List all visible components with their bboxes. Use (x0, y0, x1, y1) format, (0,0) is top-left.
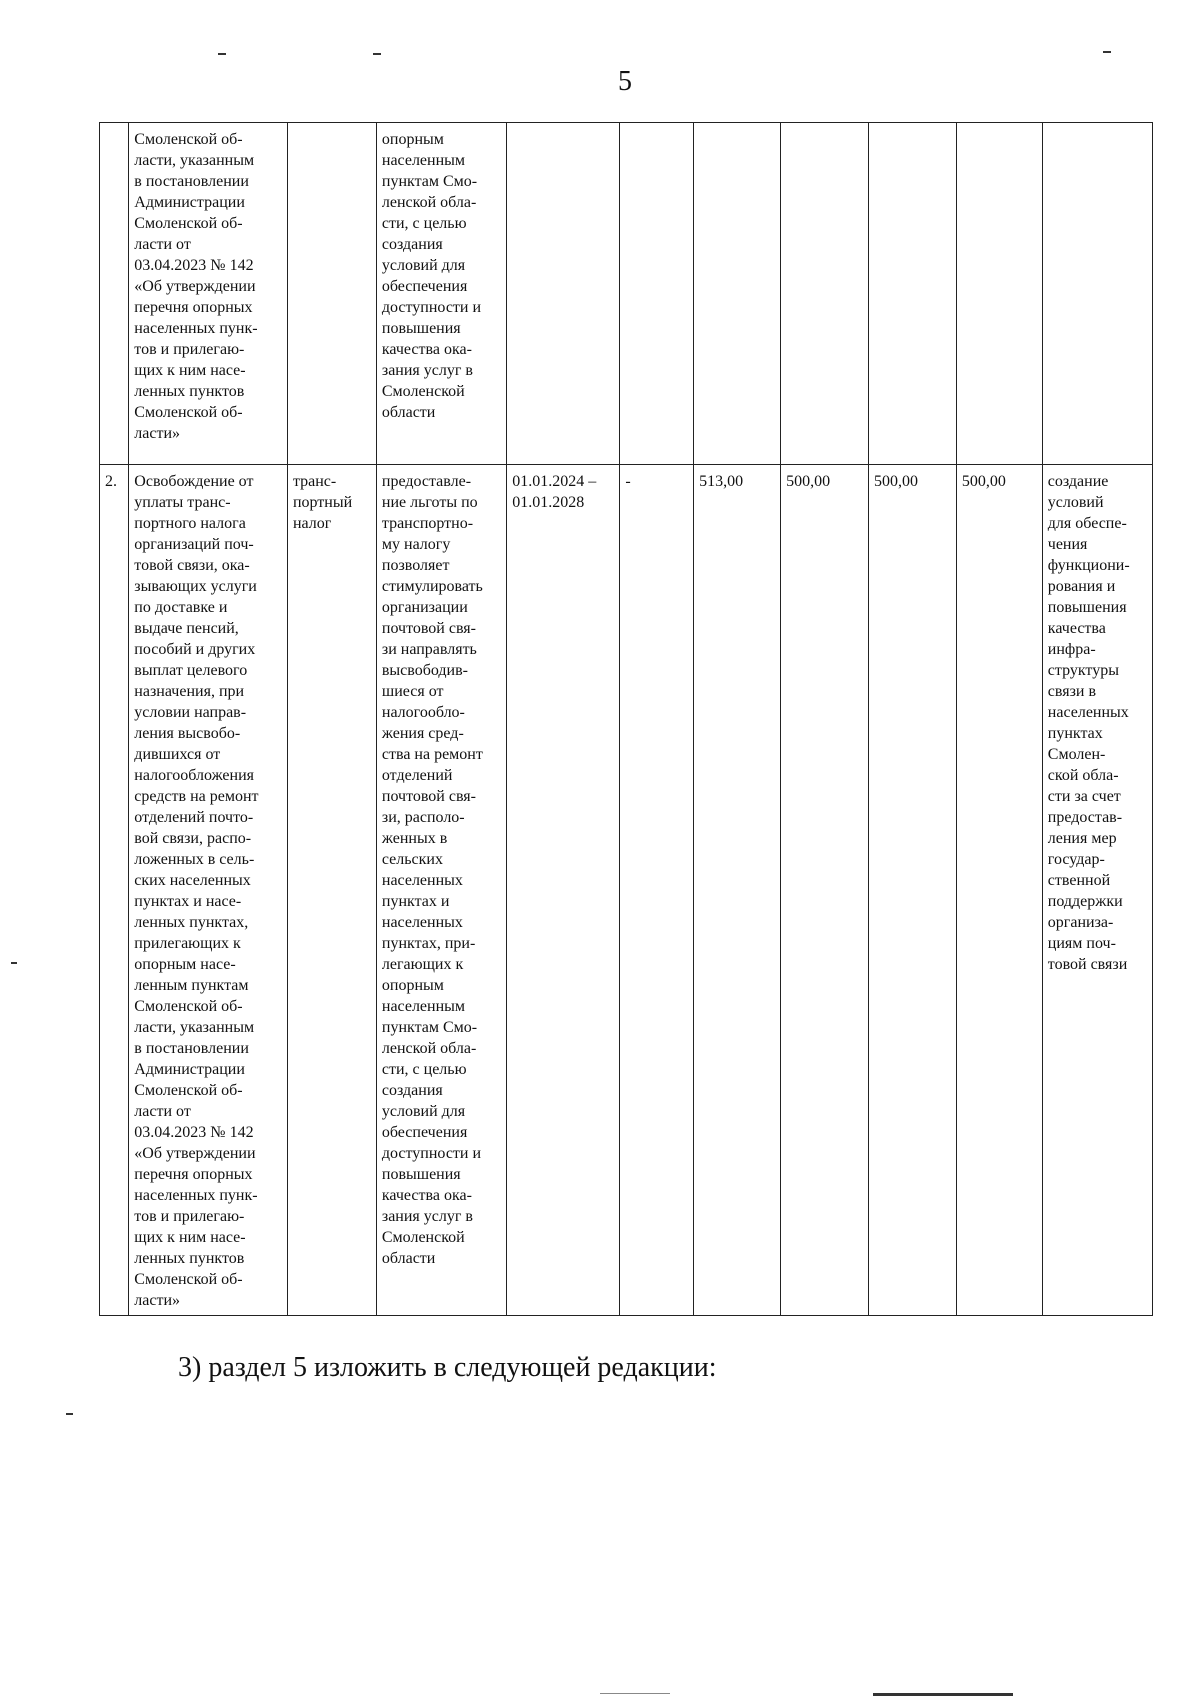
value-cell: 500,00 (956, 465, 1042, 1316)
table-row (100, 123, 1153, 465)
value-cell: 500,00 (868, 465, 956, 1316)
period-cell (507, 123, 620, 465)
row-number-cell (100, 123, 129, 465)
scan-mark (218, 53, 226, 55)
tax-type-cell (287, 123, 376, 465)
value-cell (781, 123, 869, 465)
table-row (100, 465, 1153, 1316)
benefit-goal-cell: опорным населенным пунктам Смо- ленской обла- сти, с целью создания условий для обеспечения доступности и повышения качества ока- зания услуг в Смоленской области (376, 123, 506, 465)
value-cell (956, 123, 1042, 465)
value-cell (868, 123, 956, 465)
value-cell (694, 123, 781, 465)
tax-type-cell: транс- портный налог (287, 465, 376, 1316)
scan-mark (66, 1413, 73, 1415)
scan-mark (600, 1693, 670, 1694)
result-cell (1042, 123, 1152, 465)
value-cell: 513,00 (694, 465, 781, 1316)
scan-mark (1103, 51, 1111, 53)
benefit-name-cell: Освобождение от уплаты транс- портного налога организаций поч- товой связи, ока- зывающих услуги по доставке и выдаче пенсий, пособий и других выплат целевого назначения, при условии направ- ления высвобо- дившихся от налогообложения средств на ремонт отделений почто- вой связи, распо- ложенных в сель- ских населенных пунктах и насе- ленных пунктах, прилегающих к опорным насе- ленным пунктам Смоленской об- ласти, указанным в постановлении Администрации Смоленской об- ласти от 03.04.2023 № 142 «Об утверждении перечня опорных населенных пунк- тов и прилегаю- щих к ним насе- ленных пунктов Смоленской об- ласти» (129, 465, 288, 1316)
row-number-cell: 2. (100, 465, 129, 1316)
value-cell: - (620, 465, 694, 1316)
value-cell: 500,00 (781, 465, 869, 1316)
benefit-name-cell: Смоленской об- ласти, указанным в постановлении Администрации Смоленской об- ласти от 03.04.2023 № 142 «Об утверждении перечня опорных населенных пунк- тов и прилегаю- щих к ним насе- ленных пунктов Смоленской об- ласти» (129, 123, 288, 465)
closing-paragraph: 3) раздел 5 изложить в следующей редакции: (178, 1352, 717, 1383)
page-number: 5 (618, 66, 632, 97)
period-cell: 01.01.2024 – 01.01.2028 (507, 465, 620, 1316)
benefit-goal-cell: предоставле- ние льготы по транспортно- му налогу позволяет стимулировать организации почтовой свя- зи направлять высвободив- шиеся от налогообло- жения сред- ства на ремонт отделений почтовой свя- зи, располо- женных в сельских населенных пунктах и населенных пунктах, при- легающих к опорным населенным пунктам Смо- ленской обла- сти, с целью создания условий для обеспечения доступности и повышения качества ока- зания услуг в Смоленской области (376, 465, 506, 1316)
scan-mark (373, 53, 381, 55)
scan-mark (11, 962, 17, 964)
scan-mark (873, 1693, 1013, 1696)
tax-benefits-table (99, 122, 1153, 1316)
value-cell (620, 123, 694, 465)
result-cell: создание условий для обеспе- чения функциони- рования и повышения качества инфра- структуры связи в населенных пунктах Смолен- ской обла- сти за счет предостав- ления мер государ- ственной поддержки организа- циям поч- товой связи (1042, 465, 1152, 1316)
